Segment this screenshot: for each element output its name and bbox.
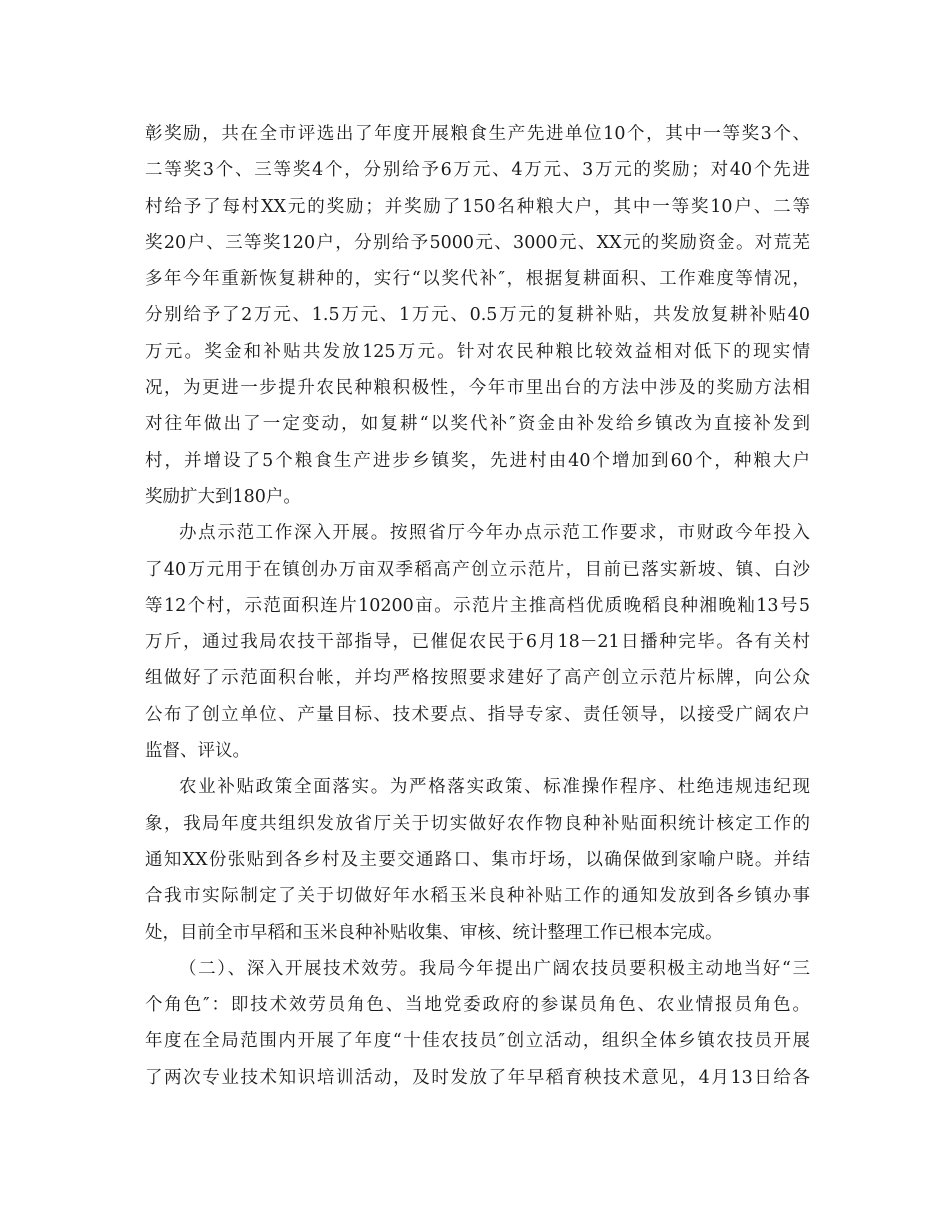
text-line: （二）、深入开展技术效劳。我局今年提出广阔农技员要积极主动地当好“三 xyxy=(179,958,810,979)
text-line: 了40万元用于在镇创办万亩双季稻高产创立示范片，目前已落实新坡、镇、白沙 xyxy=(145,559,810,580)
text-line: 农业补贴政策全面落实。为严格落实政策、标准操作程序、杜绝违规违纪现 xyxy=(179,777,810,798)
body-text xyxy=(145,116,810,1096)
text-line: 二等奖3个、三等奖4个，分别给予6万元、4万元、3万元的奖励；对40个先进 xyxy=(145,160,810,181)
text-line: 多年今年重新恢复耕种的，实行“以奖代补″，根据复耕面积、工作难度等情况， xyxy=(145,269,810,290)
text-line: 个角色″：即技术效劳员角色、当地党委政府的参谋员角色、农业情报员角色。 xyxy=(145,995,810,1016)
text-line: 村，并增设了5个粮食生产进步乡镇奖，先进村由40个增加到60个，种粮大户 xyxy=(145,450,810,471)
text-line: 年度在全局范围内开展了年度“十佳农技员″创立活动，组织全体乡镇农技员开展 xyxy=(145,1031,810,1052)
text-line: 村给予了每村XX元的奖励；并奖励了150名种粮大户，其中一等奖10户、二等 xyxy=(145,196,810,217)
text-line: 组做好了示范面积台帐，并均严格按照要求建好了高产创立示范片标牌，向公众 xyxy=(145,668,810,689)
text-line: 万斤，通过我局农技干部指导，已催促农民于6月18－21日播种完毕。各有关村 xyxy=(145,632,810,653)
text-line: 彰奖励，共在全市评选出了年度开展粮食生产先进单位10个，其中一等奖3个、 xyxy=(145,124,810,144)
text-line: 对往年做出了一定变动，如复耕“以奖代补″资金由补发给乡镇改为直接补发到 xyxy=(145,414,810,435)
text-line: 了两次专业技术知识培训活动，及时发放了年早稻育秧技术意见，4月13日给各 xyxy=(145,1067,810,1088)
text-line: 万元。奖金和补贴共发放125万元。针对农民种粮比较效益相对低下的现实情 xyxy=(145,341,810,362)
text-line: 况，为更进一步提升农民种粮积极性，今年市里出台的方法中涉及的奖励方法相 xyxy=(145,378,810,399)
text-line: 公布了创立单位、产量目标、技术要点、指导专家、责任领导，以接受广阔农户 xyxy=(145,704,810,725)
text-line: 奖20户、三等奖120户，分别给予5000元、3000元、XX元的奖励资金。对荒芜 xyxy=(145,232,810,253)
text-line: 分别给予了2万元、1.5万元、1万元、0.5万元的复耕补贴，共发放复耕补贴40 xyxy=(145,305,810,326)
text-line: 合我市实际制定了关于切做好年水稻玉米良种补贴工作的通知发放到各乡镇办事 xyxy=(145,886,810,907)
text-line: 等12个村，示范面积连片10200亩。示范片主推高档优质晚稻良种湘晚籼13号5 xyxy=(145,595,810,616)
text-line: 监督、评议。 xyxy=(145,741,250,762)
text-line: 奖励扩大到180户。 xyxy=(145,486,301,507)
text-line: 通知XX份张贴到各乡村及主要交通路口、集市圩场，以确保做到家喻户晓。并结 xyxy=(145,849,810,870)
text-line: 象，我局年度共组织发放省厅关于切实做好农作物良种补贴面积统计核定工作的 xyxy=(145,813,810,834)
text-line: 处，目前全市早稻和玉米良种补贴收集、审核、统计整理工作已根本完成。 xyxy=(145,922,723,943)
text-line: 办点示范工作深入开展。按照省厅今年办点示范工作要求，市财政今年投入 xyxy=(179,523,810,544)
